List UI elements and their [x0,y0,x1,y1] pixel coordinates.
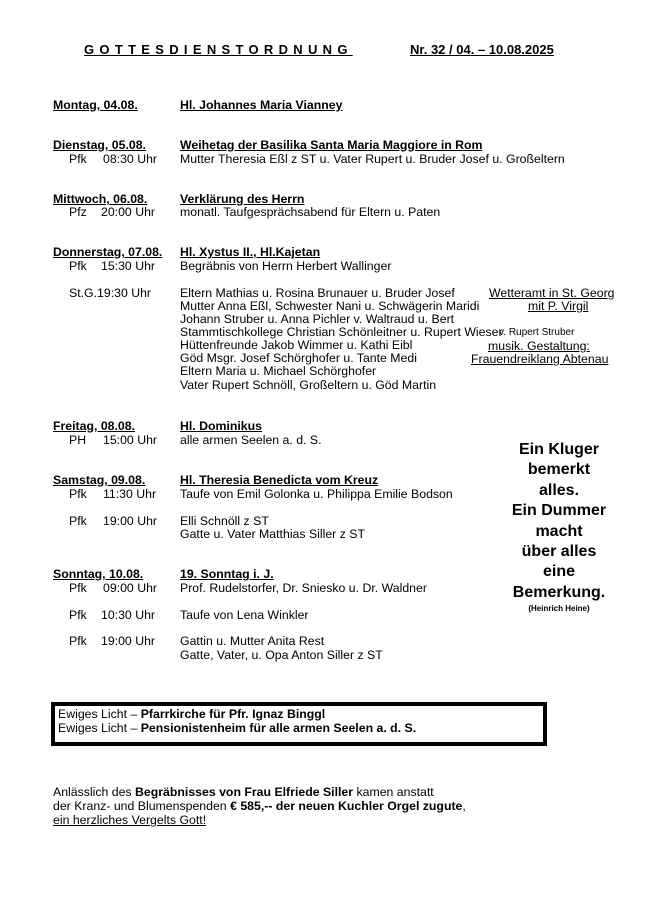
feast-sunday: 19. Sonntag i. J. [180,567,274,581]
entry-text: Gatte, Vater, u. Opa Anton Siller z ST [180,648,383,662]
feast-monday: Hl. Johannes Maria Vianney [180,98,343,112]
side-note: musik. Gestaltung: [488,339,590,353]
entry-place: PH [69,433,87,447]
feast-thursday: Hl. Xystus II., Hl.Kajetan [180,245,321,259]
entry-time: 08:30 Uhr [103,152,158,166]
entry-time: 15:30 Uhr [101,259,156,273]
entry-text: Stammtischkollege Christian Schönleitner u. Rupert Wieser [180,325,503,339]
eternal-light-target: Pensionistenheim für alle armen Seelen a. d. S. [140,721,417,735]
side-note: mit P. Virgil [528,299,589,313]
entry-place: Pfk [69,581,87,595]
day-saturday: Samstag, 09.08. [53,473,146,487]
quote-block [490,440,628,603]
entry-time: 11:30 Uhr [103,487,157,501]
day-tuesday: Dienstag, 05.08. [53,138,146,152]
entry-text: Prof. Rudelstorfer, Dr. Sniesko u. Dr. Waldner [180,581,427,595]
eternal-light-prefix: Ewiges Licht – [58,721,141,735]
entry-text: Taufe von Lena Winkler [180,608,309,622]
entry-text: Mutter Theresia Eßl z ST u. Vater Rupert u. Bruder Josef u. Großeltern [180,152,565,166]
entry-place: Pfk [69,152,87,166]
entry-text: Eltern Maria u. Michael Schörghofer [180,364,377,378]
quote-line: bemerkt [527,461,591,479]
day-friday: Freitag, 08.08. [53,419,136,433]
entry-time: 10:30 Uhr [101,608,156,622]
quote-line: macht [535,522,583,540]
entry-time: 15:00 Uhr [103,433,158,447]
quote-line: Bemerkung. [512,583,606,601]
entry-place: Pfk [69,259,87,273]
notice-line-2 [53,799,466,813]
eternal-light-line-1 [58,707,325,721]
eternal-light-line-2 [58,721,416,735]
quote-line: über alles [521,543,597,561]
eternal-light-prefix: Ewiges Licht – [58,707,141,721]
document-title: GOTTESDIENSTORDNUNG [84,42,353,57]
feast-wednesday: Verklärung des Herrn [180,192,305,206]
quote-author: (Heinrich Heine) [528,604,590,613]
day-wednesday: Mittwoch, 06.08. [53,192,148,206]
quote-line: alles. [538,481,580,499]
entry-text: Elli Schnöll z ST [180,514,269,528]
entry-text: Taufe von Emil Golonka u. Philippa Emilie Bodson [180,487,453,501]
notice-text: Anlässlich des [53,785,136,799]
entry-place: Pfz [69,205,87,219]
entry-text: Gatte u. Vater Matthias Siller z ST [180,527,365,541]
entry-text: Begräbnis von Herrn Herbert Wallinger [180,259,392,273]
notice-thanks: ein herzliches Vergelts Gott! [53,813,207,827]
side-note: Frauendreiklang Abtenau [471,352,609,366]
entry-text: monatl. Taufgesprächsabend für Eltern u. Paten [180,205,441,219]
entry-place: Pfk [69,487,87,501]
entry-time: 19:00 Uhr [101,634,156,648]
quote-line: eine [542,563,575,581]
entry-text: Eltern Mathias u. Rosina Brunauer u. Bruder Josef [180,286,455,300]
quote-line: Ein Dummer [511,502,607,520]
quote-line: Ein Kluger [518,441,599,458]
entry-text: alle armen Seelen a. d. S. [180,433,322,447]
entry-time: 09:00 Uhr [103,581,158,595]
notice-line-1 [53,785,434,799]
entry-place: Pfk [69,514,87,528]
day-sunday: Sonntag, 10.08. [53,567,144,581]
entry-place: Pfk [69,608,87,622]
entry-text: Gattin u. Mutter Anita Rest [180,634,325,648]
entry-text: Vater Rupert Schnöll, Großeltern u. Göd Martin [180,378,437,392]
notice-bold: Begräbnisses von Frau Elfriede Siller [135,785,354,799]
entry-place-time: St.G.19:30 Uhr [69,286,152,300]
day-thursday: Donnerstag, 07.08. [53,245,163,259]
entry-text: Mutter Anna Eßl, Schwester Nani u. Schwägerin Maridi [180,299,480,313]
entry-text: Göd Msgr. Josef Schörghofer u. Tante Medi [180,351,417,365]
notice-text: , [462,799,466,813]
entry-time: 19:00 Uhr [103,514,158,528]
notice-text: der Kranz- und Blumenspenden [53,799,231,813]
entry-text: Hüttenfreunde Jakob Wimmer u. Kathi Eibl [180,338,413,352]
side-note: Wetteramt in St. Georg [489,286,615,300]
notice-bold: € 585,-- der neuen Kuchler Orgel zugute [230,799,463,813]
feast-friday: Hl. Dominikus [180,419,262,433]
feast-tuesday: Weihetag der Basilika Santa Maria Maggiore in Rom [180,138,483,152]
entry-time: 20:00 Uhr [101,205,156,219]
side-note: v. Rupert Struber [499,327,575,338]
entry-place: Pfk [69,634,87,648]
notice-text: kamen anstatt [353,785,434,799]
day-monday: Montag, 04.08. [53,98,138,112]
eternal-light-target: Pfarrkirche für Pfr. Ignaz Binggl [140,707,326,721]
feast-saturday: Hl. Theresia Benedicta vom Kreuz [180,473,379,487]
issue-number: Nr. 32 / 04. – 10.08.2025 [410,42,554,57]
entry-text: Johann Struber u. Anna Pichler v. Waltraud u. Bert [180,312,455,326]
